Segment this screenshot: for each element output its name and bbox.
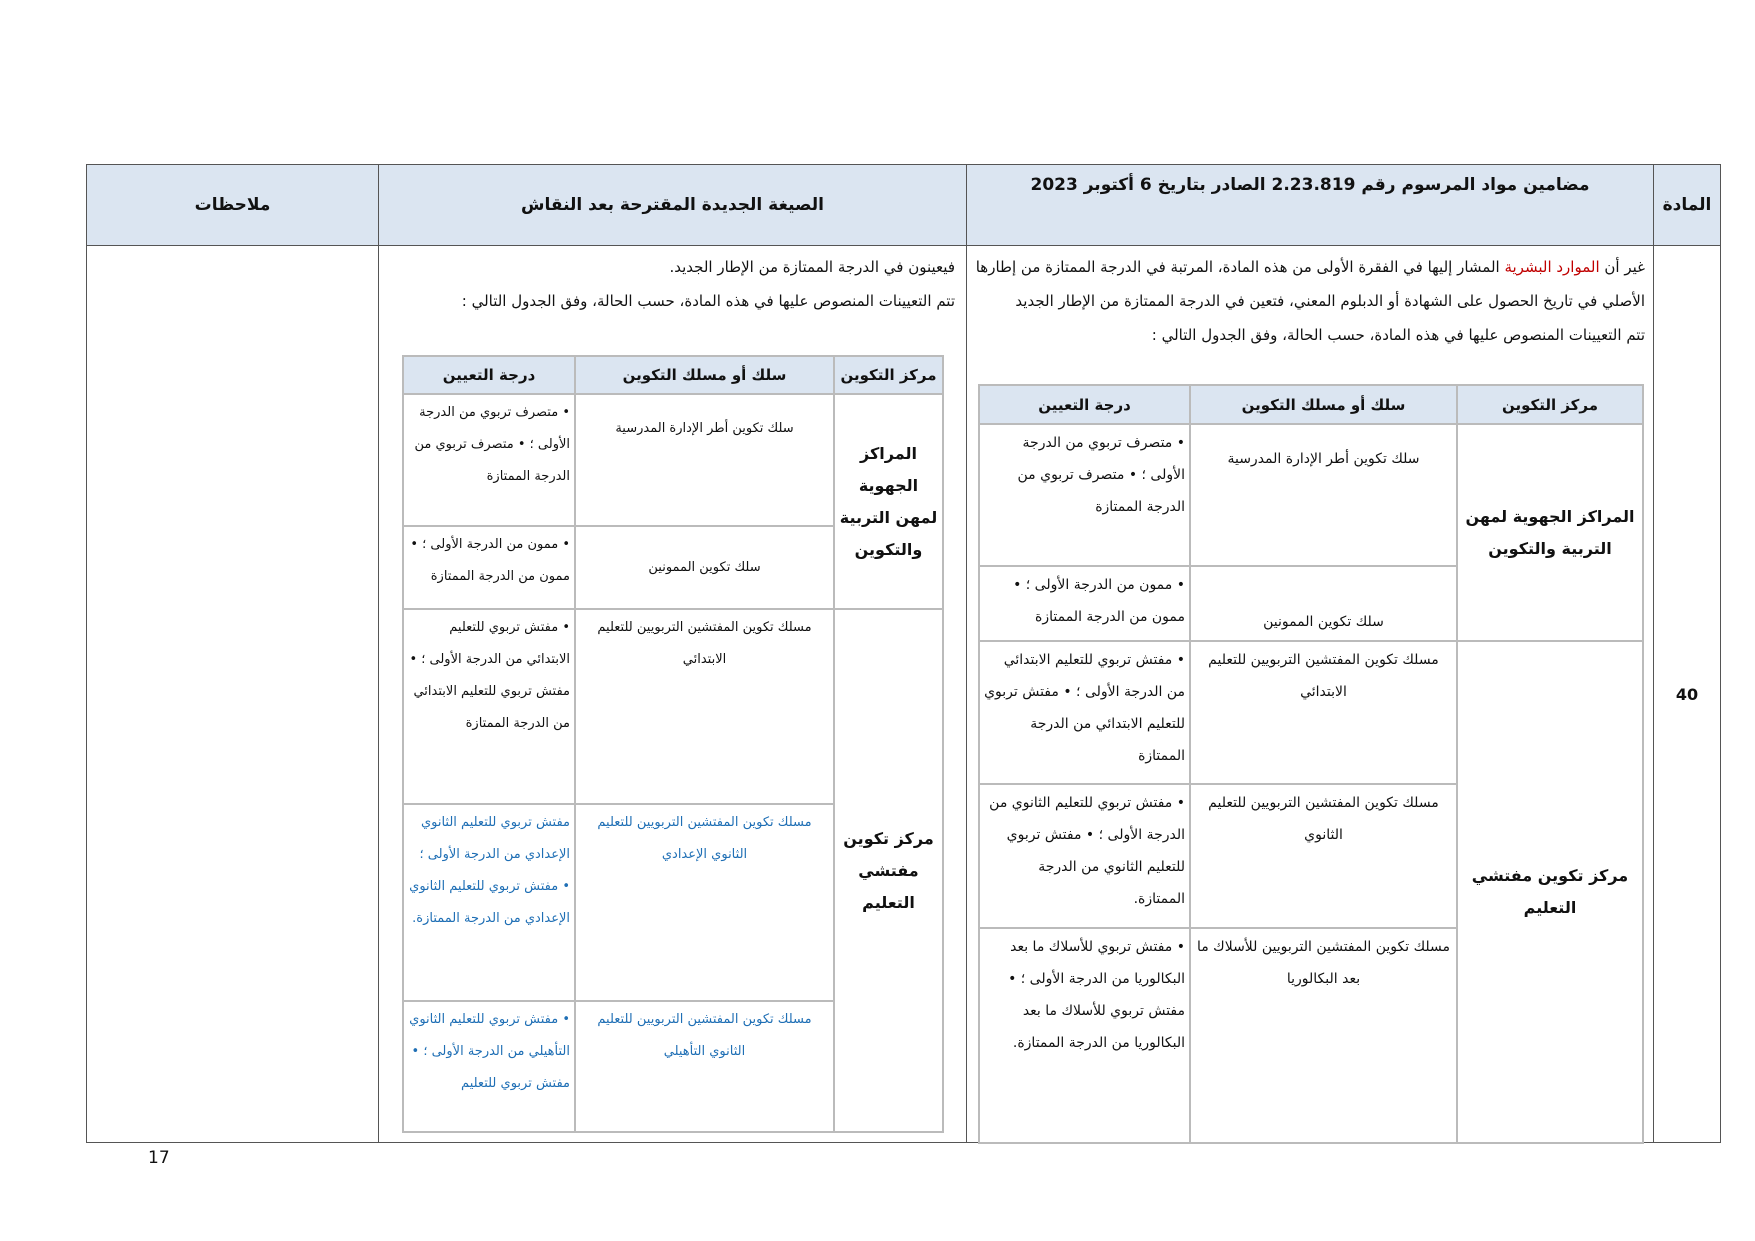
header-original: مضامين مواد المرسوم رقم 2.23.819 الصادر بتاريخ 6 أكتوبر 2023: [966, 164, 1654, 246]
col-center: مركز التكوين: [1457, 385, 1643, 424]
grade-cell: • مفتش تربوي للتعليم الابتدائي من الدرجة الأولى ؛ • مفتش تربوي للتعليم الابتدائي من الدرجة الممتازة: [403, 609, 575, 804]
center-cell: مركز تكوين مفتشي التعليم: [1457, 641, 1643, 1143]
text: فيعينون في الدرجة الممتازة من الإطار الجديد.: [669, 258, 955, 276]
text: غير أن: [1599, 258, 1645, 276]
grade-cell: • مفتش تربوي للأسلاك ما بعد البكالوريا من الدرجة الأولى ؛ • مفتش تربوي للأسلاك ما بعد البكالوريا من الدرجة الممتازة.: [979, 928, 1190, 1143]
original-table: [978, 384, 1644, 1144]
article-number: 40: [1653, 245, 1721, 1143]
col-track: سلك أو مسلك التكوين: [1190, 385, 1457, 424]
notes-cell: [86, 245, 379, 1143]
col-center: مركز التكوين: [834, 356, 943, 394]
track-cell: مسلك تكوين المفتشين التربويين للأسلاك ما بعد البكالوريا: [1190, 928, 1457, 1143]
track-cell: سلك تكوين أطر الإدارة المدرسية: [1190, 424, 1457, 566]
track-cell: مسلك تكوين المفتشين التربويين للتعليم الابتدائي: [1190, 641, 1457, 784]
track-cell: سلك تكوين أطر الإدارة المدرسية: [575, 394, 834, 526]
text: تتم التعيينات المنصوص عليها في هذه المادة، حسب الحالة، وفق الجدول التالي :: [1151, 326, 1645, 344]
track-cell: مسلك تكوين المفتشين التربويين للتعليم الثانوي التأهيلي: [575, 1001, 834, 1132]
header-proposed: الصيغة الجديدة المقترحة بعد النقاش: [378, 164, 967, 246]
grade-cell: • مفتش تربوي للتعليم الثانوي من الدرجة الأولى ؛ • مفتش تربوي للتعليم الثانوي من الدرجة الممتازة.: [979, 784, 1190, 928]
track-cell: مسلك تكوين المفتشين التربويين للتعليم الثانوي الإعدادي: [575, 804, 834, 1001]
proposed-paragraph: [390, 250, 955, 318]
center-cell: المراكز الجهوية لمهن التربية والتكوين: [834, 394, 943, 609]
grade-cell: • مفتش تربوي للتعليم الثانوي التأهيلي من الدرجة الأولى ؛ • مفتش تربوي للتعليم: [403, 1001, 575, 1132]
header-article: المادة: [1653, 164, 1721, 246]
header-notes: ملاحظات: [86, 164, 379, 246]
grade-cell: • ممون من الدرجة الأولى ؛ • ممون من الدرجة الممتازة: [979, 566, 1190, 641]
track-cell: مسلك تكوين المفتشين التربويين للتعليم الابتدائي: [575, 609, 834, 804]
track-cell: مسلك تكوين المفتشين التربويين للتعليم الثانوي: [1190, 784, 1457, 928]
page-number: 17: [148, 1148, 170, 1168]
grade-cell: • مفتش تربوي للتعليم الابتدائي من الدرجة الأولى ؛ • مفتش تربوي للتعليم الابتدائي من الدرجة الممتازة: [979, 641, 1190, 784]
track-cell: سلك تكوين الممونين: [575, 526, 834, 609]
grade-cell: • متصرف تربوي من الدرجة الأولى ؛ • متصرف تربوي من الدرجة الممتازة: [403, 394, 575, 526]
track-cell: سلك تكوين الممونين: [1190, 566, 1457, 641]
original-paragraph: [975, 250, 1645, 352]
text: المشار إليها في الفقرة الأولى من هذه المادة، المرتبة في الدرجة الممتازة من إطارها الأصلي في تاريخ الحصول على الشهادة أو الدبلوم المعني، فتعين في الدرجة الممتازة من الإطار الجديد: [975, 258, 1645, 310]
col-track: سلك أو مسلك التكوين: [575, 356, 834, 394]
col-grade: درجة التعيين: [403, 356, 575, 394]
highlighted-text: الموارد البشرية: [1504, 258, 1600, 276]
center-cell: مركز تكوين مفتشي التعليم: [834, 609, 943, 1132]
grade-cell: • متصرف تربوي من الدرجة الأولى ؛ • متصرف تربوي من الدرجة الممتازة: [979, 424, 1190, 566]
center-cell: المراكز الجهوية لمهن التربية والتكوين: [1457, 424, 1643, 641]
grade-cell: مفتش تربوي للتعليم الثانوي الإعدادي من الدرجة الأولى ؛ • مفتش تربوي للتعليم الثانوي الإعدادي من الدرجة الممتازة.: [403, 804, 575, 1001]
col-grade: درجة التعيين: [979, 385, 1190, 424]
proposed-table: [402, 355, 944, 1133]
text: تتم التعيينات المنصوص عليها في هذه المادة، حسب الحالة، وفق الجدول التالي :: [461, 292, 955, 310]
grade-cell: • ممون من الدرجة الأولى ؛ • ممون من الدرجة الممتازة: [403, 526, 575, 609]
